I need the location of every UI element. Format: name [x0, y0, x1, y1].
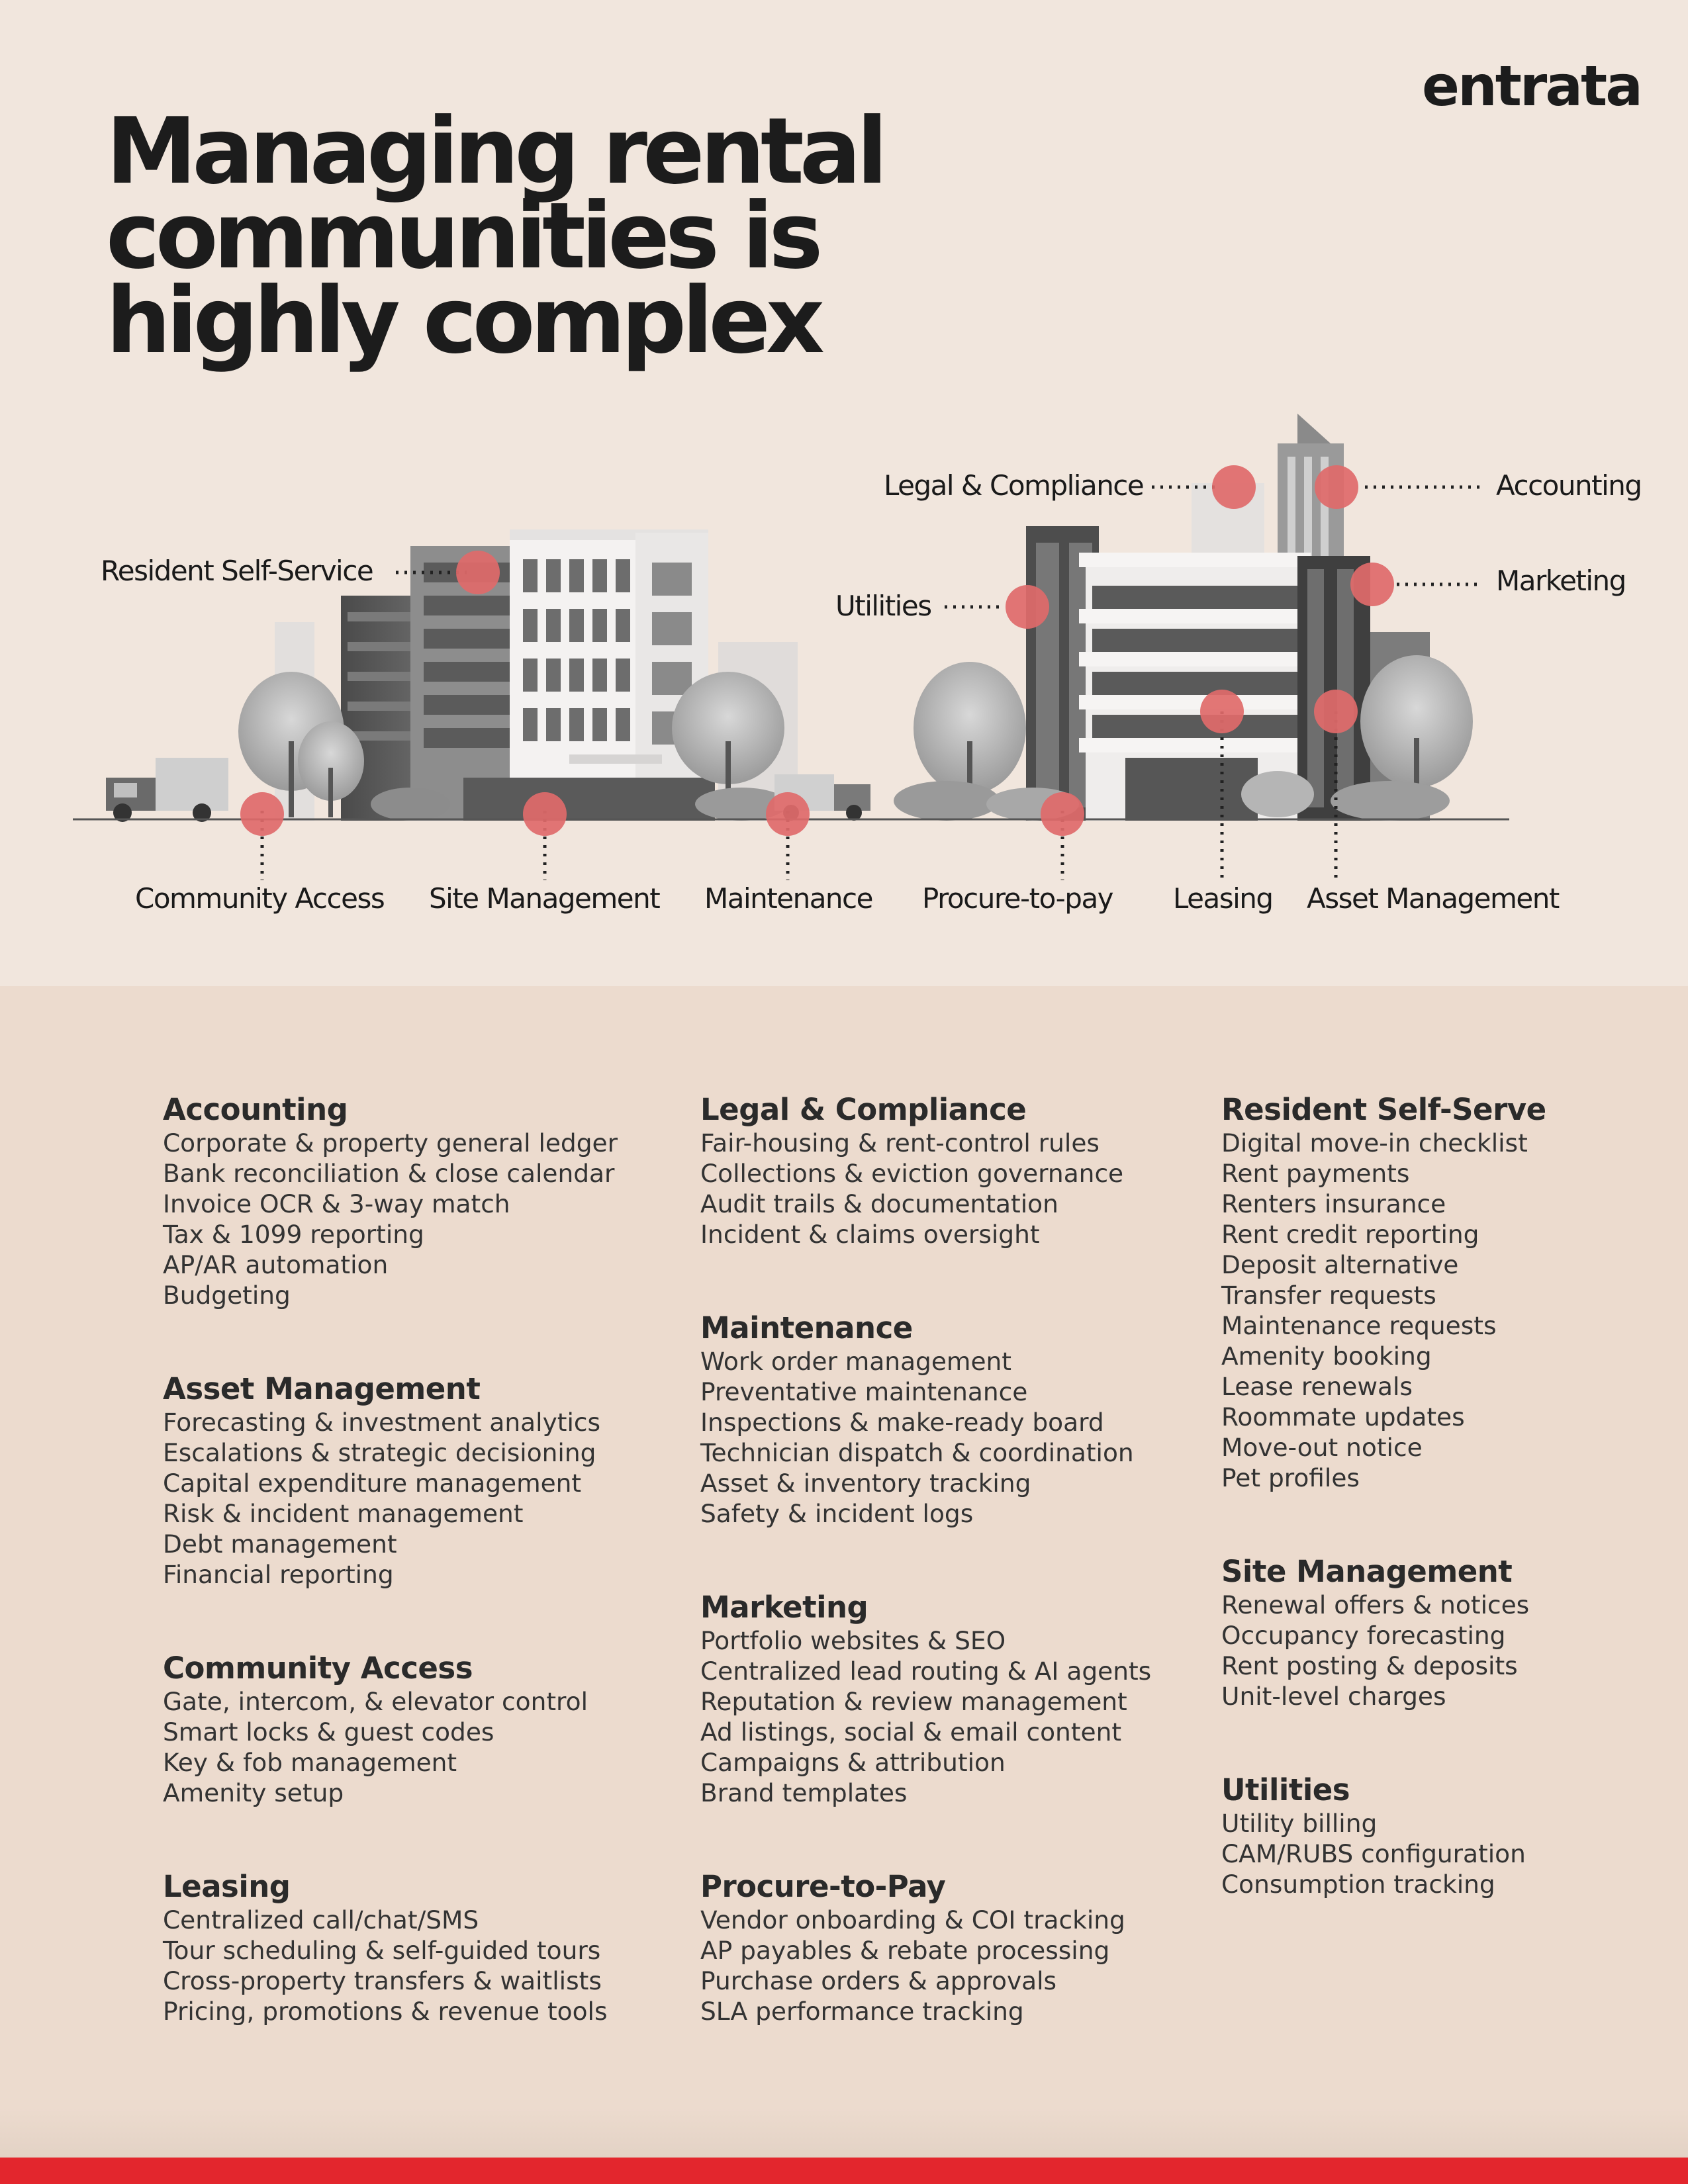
section-item: AP/AR automation [163, 1250, 389, 1279]
section-resident-self-serve [1221, 1092, 1645, 1493]
section-item: Escalations & strategic decisioning [163, 1438, 596, 1467]
hotspot-label-asset-management[interactable]: Asset Management [1307, 882, 1559, 915]
hotspot-label-utilities[interactable]: Utilities [835, 590, 931, 622]
section-item: Renewal offers & notices [1221, 1590, 1530, 1619]
section-item: Safety & incident logs [700, 1499, 974, 1528]
section-item: Transfer requests [1221, 1281, 1436, 1310]
section-item: Tax & 1099 reporting [163, 1220, 424, 1249]
section-item: Lease renewals [1221, 1372, 1413, 1401]
section-title: Procure-to-Pay [700, 1869, 946, 1904]
section-leasing [163, 1869, 706, 2026]
section-maintenance [700, 1310, 1243, 1529]
hotspot-label-leasing[interactable]: Leasing [1173, 882, 1273, 915]
city-illustration [0, 397, 1688, 940]
section-item: Debt management [163, 1529, 397, 1559]
section-item: SLA performance tracking [700, 1997, 1024, 2026]
section-item: Incident & claims oversight [700, 1220, 1040, 1249]
hotspot-label-maintenance[interactable]: Maintenance [704, 882, 872, 915]
section-utilities [1221, 1772, 1645, 1899]
column-middle [700, 1092, 1243, 2087]
section-item: Ad listings, social & email content [700, 1717, 1122, 1747]
section-item: Budgeting [163, 1281, 291, 1310]
section-item: AP payables & rebate processing [700, 1936, 1110, 1965]
hotspot-leasing [1200, 690, 1244, 733]
section-item: Roommate updates [1221, 1402, 1465, 1432]
hotspot-label-legal-compliance[interactable]: Legal & Compliance [884, 469, 1144, 502]
section-item: Amenity setup [163, 1778, 344, 1807]
section-item: Centralized call/chat/SMS [163, 1905, 479, 1934]
right-tower-top [1297, 414, 1331, 443]
section-title: Utilities [1221, 1772, 1350, 1807]
section-item: Vendor onboarding & COI tracking [700, 1905, 1125, 1934]
section-title: Asset Management [163, 1371, 481, 1406]
section-item: Pet profiles [1221, 1463, 1360, 1492]
entrata-logo[interactable]: entrata [1422, 54, 1641, 118]
section-item: Pricing, promotions & revenue tools [163, 1997, 608, 2026]
hotspot-asset-management [1314, 690, 1358, 733]
section-item: Utility billing [1221, 1809, 1378, 1838]
section-asset-management [163, 1371, 706, 1590]
section-title: Marketing [700, 1590, 868, 1625]
hotspot-label-community-access[interactable]: Community Access [135, 882, 385, 915]
hotspot-resident-self-service [456, 551, 500, 594]
section-title: Community Access [163, 1651, 473, 1686]
section-title: Maintenance [700, 1310, 913, 1345]
page-title-line-3: highly complex [106, 267, 820, 374]
section-item: Key & fob management [163, 1748, 457, 1777]
section-item: Brand templates [700, 1778, 908, 1807]
section-item: Renters insurance [1221, 1189, 1446, 1218]
hotspot-label-accounting[interactable]: Accounting [1496, 469, 1642, 502]
section-item: Technician dispatch & coordination [700, 1438, 1134, 1467]
section-item: CAM/RUBS configuration [1221, 1839, 1526, 1868]
section-item: Bank reconciliation & close calendar [163, 1159, 615, 1188]
page-title [106, 98, 966, 374]
page-title-line-1: Managing rental [106, 98, 884, 205]
hotspot-label-site-management[interactable]: Site Management [429, 882, 660, 915]
section-item: Fair-housing & rent-control rules [700, 1128, 1100, 1158]
section-title: Leasing [163, 1869, 291, 1904]
hotspot-site-management [523, 792, 567, 836]
hotspot-accounting [1315, 465, 1358, 509]
section-item: Corporate & property general ledger [163, 1128, 618, 1158]
section-item: Invoice OCR & 3-way match [163, 1189, 510, 1218]
section-item: Deposit alternative [1221, 1250, 1459, 1279]
section-item: Gate, intercom, & elevator control [163, 1687, 588, 1716]
footer-bar [0, 2158, 1688, 2184]
page-title-line-2: communities is [106, 183, 819, 289]
hotspot-label-procure-to-pay[interactable]: Procure-to-pay [922, 882, 1113, 915]
section-procure-to-pay [700, 1869, 1243, 2026]
section-title: Accounting [163, 1092, 348, 1127]
section-item: Centralized lead routing & AI agents [700, 1657, 1152, 1686]
section-item: Occupancy forecasting [1221, 1621, 1506, 1650]
section-marketing [700, 1590, 1243, 1808]
footer-shadow [0, 2108, 1688, 2158]
section-item: Smart locks & guest codes [163, 1717, 494, 1747]
section-item: Financial reporting [163, 1560, 394, 1589]
section-item: Collections & eviction governance [700, 1159, 1124, 1188]
hotspot-community-access [240, 792, 284, 836]
section-item: Rent credit reporting [1221, 1220, 1479, 1249]
section-item: Audit trails & documentation [700, 1189, 1058, 1218]
section-legal-compliance [700, 1092, 1243, 1250]
section-item: Work order management [700, 1347, 1011, 1376]
hotspot-maintenance [766, 792, 810, 836]
section-site-management [1221, 1554, 1645, 1711]
hotspot-label-marketing[interactable]: Marketing [1496, 565, 1626, 597]
section-title: Site Management [1221, 1554, 1513, 1589]
hotspot-utilities [1006, 585, 1049, 629]
section-title: Resident Self-Serve [1221, 1092, 1546, 1127]
section-item: Capital expenditure management [163, 1469, 582, 1498]
hotspot-label-resident-self-service[interactable]: Resident Self-Service [101, 555, 373, 587]
section-item: Portfolio websites & SEO [700, 1626, 1006, 1655]
section-item: Reputation & review management [700, 1687, 1127, 1716]
section-item: Preventative maintenance [700, 1377, 1028, 1406]
column-right [1221, 1092, 1645, 1960]
section-item: Consumption tracking [1221, 1870, 1495, 1899]
section-item: Risk & incident management [163, 1499, 524, 1528]
hotspot-legal-compliance [1212, 465, 1256, 509]
section-community-access [163, 1651, 706, 1808]
section-item: Rent payments [1221, 1159, 1410, 1188]
column-left [163, 1092, 706, 2087]
hotspot-marketing [1350, 563, 1394, 606]
section-item: Digital move-in checklist [1221, 1128, 1528, 1158]
section-item: Forecasting & investment analytics [163, 1408, 601, 1437]
section-item: Maintenance requests [1221, 1311, 1497, 1340]
section-item: Rent posting & deposits [1221, 1651, 1518, 1680]
section-item: Purchase orders & approvals [700, 1966, 1057, 1995]
section-item: Tour scheduling & self-guided tours [163, 1936, 601, 1965]
section-item: Unit-level charges [1221, 1682, 1446, 1711]
section-item: Cross-property transfers & waitlists [163, 1966, 602, 1995]
section-item: Inspections & make-ready board [700, 1408, 1104, 1437]
section-item: Move-out notice [1221, 1433, 1423, 1462]
section-accounting [163, 1092, 706, 1310]
left-delivery-truck [106, 758, 228, 822]
section-item: Asset & inventory tracking [700, 1469, 1031, 1498]
section-title: Legal & Compliance [700, 1092, 1027, 1127]
section-item: Amenity booking [1221, 1342, 1432, 1371]
hotspot-procure-to-pay [1041, 792, 1084, 836]
section-item: Campaigns & attribution [700, 1748, 1006, 1777]
